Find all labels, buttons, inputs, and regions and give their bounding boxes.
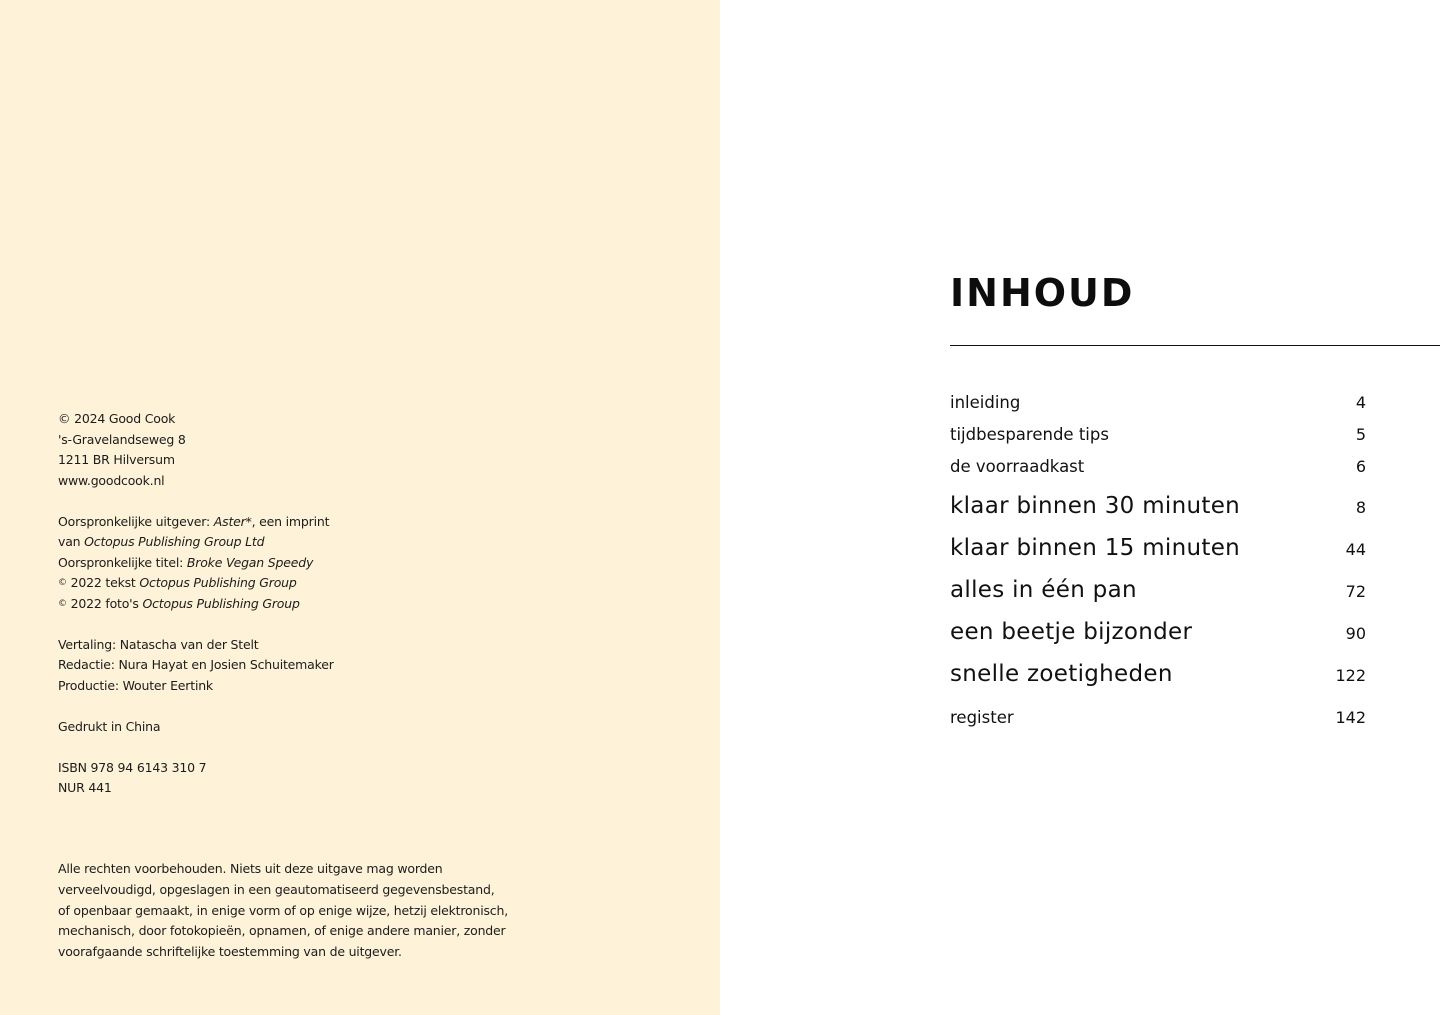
toc-entry-page: 90 — [1345, 624, 1366, 643]
toc-entry[interactable] — [950, 535, 1366, 561]
toc-entry-page: 6 — [1355, 457, 1366, 476]
original-publisher-prefix: Oorspronkelijke uitgever: — [58, 513, 214, 529]
text-copyright — [58, 573, 518, 594]
credit-production: Productie: Wouter Eertink — [58, 677, 213, 693]
toc-entry[interactable] — [950, 577, 1366, 603]
toc-entry[interactable] — [950, 661, 1366, 687]
isbn: ISBN 978 94 6143 310 7 — [58, 759, 207, 775]
toc-entry-page: 72 — [1345, 582, 1366, 601]
credit-editing: Redactie: Nura Hayat en Josien Schuitemaker — [58, 657, 334, 672]
publisher-line: © 2024 Good Cook — [58, 411, 176, 426]
toc-entry-label: klaar binnen 15 minuten — [950, 535, 1241, 561]
toc-entry-label: tijdbesparende tips — [950, 425, 1109, 444]
original-edition — [58, 512, 518, 615]
toc-entry-page: 4 — [1355, 393, 1366, 412]
copyright-symbol: © — [58, 598, 67, 609]
rights-line: verveelvoudigd, opgeslagen in een geautomatiseerd gegevensbestand, — [58, 881, 495, 897]
toc-entry-page: 5 — [1355, 425, 1366, 444]
rights-notice — [58, 859, 518, 963]
rights-line: mechanisch, door fotokopieën, opnamen, of enige andere manier, zonder — [58, 923, 506, 939]
toc-entry-page: 44 — [1345, 540, 1366, 559]
imprint-name: Octopus Publishing Group Ltd — [84, 534, 265, 549]
rights-line: voorafgaande schriftelijke toestemming van de uitgever. — [58, 944, 402, 960]
toc-title: INHOUD — [950, 271, 1135, 315]
toc-entry-label: inleiding — [950, 393, 1021, 412]
original-title — [58, 553, 518, 574]
photo-copyright-name: Octopus Publishing Group — [142, 595, 300, 611]
toc-entry-page: 122 — [1335, 666, 1366, 685]
photo-copyright-prefix: 2022 foto's — [70, 595, 143, 611]
toc-entry-label: klaar binnen 30 minuten — [950, 493, 1241, 519]
toc-entry-label: alles in één pan — [950, 577, 1137, 603]
toc-entry[interactable] — [950, 619, 1366, 645]
printed-in — [58, 717, 518, 738]
publisher-website: www.goodcook.nl — [58, 472, 165, 488]
copyright-symbol: © — [58, 578, 67, 588]
publisher-address — [58, 409, 518, 491]
photo-copyright — [58, 594, 518, 615]
publisher-line: 1211 BR Hilversum — [58, 452, 175, 467]
original-publisher — [58, 512, 518, 533]
colophon — [58, 409, 518, 819]
toc-entry-label: een beetje bijzonder — [950, 619, 1193, 645]
credit-translation: Vertaling: Natascha van der Stelt — [58, 636, 259, 652]
rights-line: of openbaar gemaakt, in enige vorm of op enige wijze, hetzij elektronisch, — [58, 902, 508, 918]
toc-entry[interactable] — [950, 393, 1366, 412]
original-title-prefix: Oorspronkelijke titel: — [58, 554, 187, 570]
nur: NUR 441 — [58, 780, 112, 795]
toc-entry[interactable] — [950, 457, 1366, 476]
original-title-name: Broke Vegan Speedy — [186, 554, 314, 570]
right-page — [720, 0, 1440, 1015]
text-copyright-prefix: 2022 tekst — [70, 575, 140, 590]
toc-entry-label: register — [950, 708, 1014, 727]
publisher-line: 's-Gravelandseweg 8 — [58, 431, 186, 447]
toc-entry-page: 142 — [1335, 708, 1366, 727]
toc-entry[interactable] — [950, 708, 1366, 727]
toc-divider — [950, 345, 1440, 346]
toc-entry[interactable] — [950, 493, 1366, 519]
text-copyright-name: Octopus Publishing Group — [139, 575, 297, 590]
toc-entry-page: 8 — [1355, 498, 1366, 517]
original-publisher-name: Aster* — [213, 513, 252, 529]
original-imprint — [58, 532, 518, 553]
toc-entry-label: snelle zoetigheden — [950, 661, 1173, 687]
credits — [58, 635, 518, 697]
imprint-prefix: van — [58, 534, 85, 549]
original-publisher-suffix: , een imprint — [251, 513, 330, 529]
rights-line: Alle rechten voorbehouden. Niets uit deze uitgave mag worden — [58, 861, 443, 876]
printed-line: Gedrukt in China — [58, 718, 161, 734]
toc-entry-label: de voorraadkast — [950, 457, 1085, 476]
isbn-block — [58, 758, 518, 799]
toc-entry[interactable] — [950, 425, 1366, 444]
